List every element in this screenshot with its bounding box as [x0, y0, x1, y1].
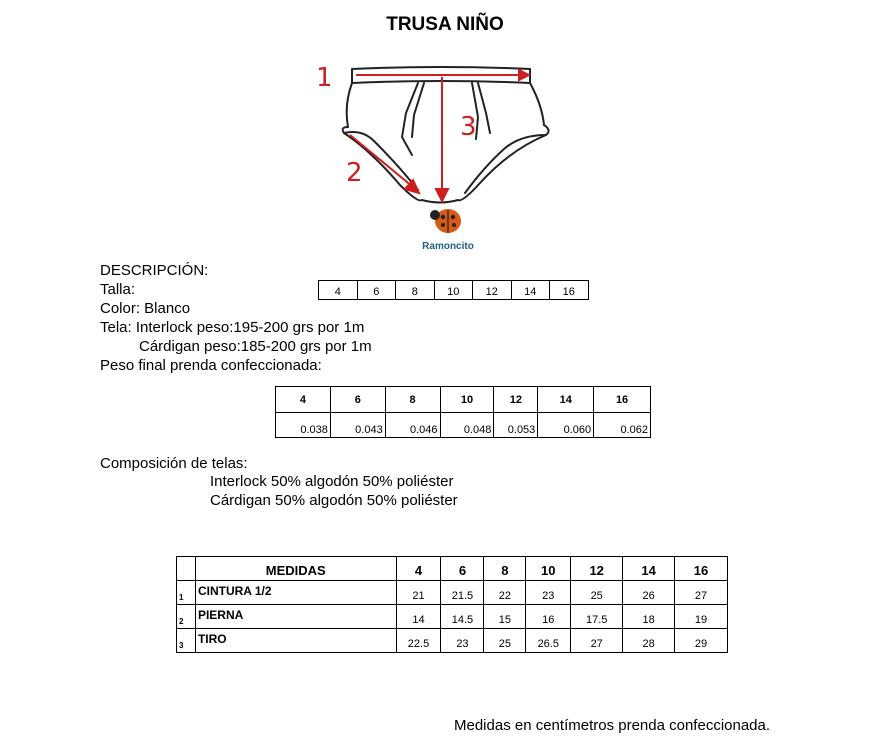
- measures-size-header: 12: [571, 557, 623, 581]
- measure-value: 14: [396, 605, 441, 629]
- measurement-lines: [350, 70, 529, 201]
- weight-size-header: 14: [538, 387, 594, 413]
- measure-value: 27: [675, 581, 728, 605]
- header-num-cell: [177, 557, 196, 581]
- measure-value: 23: [526, 581, 571, 605]
- rise-arrow: [436, 189, 448, 201]
- measures-size-header: 10: [526, 557, 571, 581]
- measure-value: 27: [571, 629, 623, 653]
- footer-note: Medidas en centímetros prenda confeccionada.: [454, 717, 771, 734]
- measure-value: 28: [623, 629, 675, 653]
- measure-value: 18: [623, 605, 675, 629]
- weight-size-header: 8: [385, 387, 440, 413]
- table-row: [177, 581, 728, 605]
- weight-value: 0.048: [440, 413, 494, 438]
- size-table: [318, 280, 589, 300]
- weight-table: [275, 386, 651, 438]
- size-cell: 6: [357, 281, 396, 300]
- row-number: 1: [177, 581, 196, 605]
- measures-size-header: 6: [441, 557, 484, 581]
- size-cell: 4: [319, 281, 358, 300]
- weight-size-header: 6: [330, 387, 385, 413]
- brand-name: Ramoncito: [422, 241, 474, 252]
- measures-table: [176, 556, 728, 653]
- table-row: [177, 629, 728, 653]
- cardigan-line: Cárdigan peso:185-200 grs por 1m: [139, 338, 372, 355]
- size-cell: 12: [473, 281, 512, 300]
- measure-label-2: 2: [346, 158, 363, 188]
- composition-interlock: Interlock 50% algodón 50% poliéster: [210, 473, 454, 490]
- composition-heading: Composición de telas:: [100, 455, 248, 472]
- measure-value: 23: [441, 629, 484, 653]
- measure-value: 25: [484, 629, 526, 653]
- row-label: TIRO: [195, 629, 396, 653]
- weight-size-header: 16: [594, 387, 651, 413]
- size-cell: 8: [396, 281, 435, 300]
- measures-header: MEDIDAS: [195, 557, 396, 581]
- size-cell: 14: [511, 281, 550, 300]
- peso-final-line: Peso final prenda confeccionada:: [100, 357, 322, 374]
- size-cell: 10: [434, 281, 473, 300]
- tela-line: Tela: Interlock peso:195-200 grs por 1m: [100, 319, 365, 336]
- measure-value: 15: [484, 605, 526, 629]
- weight-value: 0.060: [538, 413, 594, 438]
- measure-value: 25: [571, 581, 623, 605]
- weight-value: 0.062: [594, 413, 651, 438]
- row-number: 2: [177, 605, 196, 629]
- description-heading: DESCRIPCIÓN:: [100, 262, 209, 279]
- weight-value: 0.043: [330, 413, 385, 438]
- row-number: 3: [177, 629, 196, 653]
- measure-value: 26: [623, 581, 675, 605]
- measures-size-header: 14: [623, 557, 675, 581]
- weight-value: 0.046: [385, 413, 440, 438]
- composition-cardigan: Cárdigan 50% algodón 50% poliéster: [210, 492, 458, 509]
- measures-header-row: [177, 557, 728, 581]
- measure-value: 22: [484, 581, 526, 605]
- page-title: TRUSA NIÑO: [386, 14, 504, 35]
- waist-arrow: [519, 70, 529, 80]
- color-line: Color: Blanco: [100, 300, 191, 317]
- measure-label-3: 3: [460, 112, 477, 142]
- measure-value: 22.5: [396, 629, 441, 653]
- measure-value: 19: [675, 605, 728, 629]
- measure-label-1: 1: [316, 63, 333, 93]
- row-label: CINTURA 1/2: [195, 581, 396, 605]
- measure-value: 29: [675, 629, 728, 653]
- ladybug-logo-icon: [430, 209, 461, 233]
- measure-value: 14.5: [441, 605, 484, 629]
- measure-value: 17.5: [571, 605, 623, 629]
- measure-value: 21.5: [441, 581, 484, 605]
- weight-value: 0.038: [276, 413, 331, 438]
- weight-value: 0.053: [494, 413, 538, 438]
- measures-size-header: 8: [484, 557, 526, 581]
- measure-value: 26.5: [526, 629, 571, 653]
- briefs-diagram: [300, 55, 570, 260]
- talla-label: Talla:: [100, 281, 136, 298]
- measures-size-header: 4: [396, 557, 441, 581]
- briefs-outline: [343, 67, 549, 203]
- size-cell: 16: [550, 281, 589, 300]
- weight-size-header: 12: [494, 387, 538, 413]
- table-row: [177, 605, 728, 629]
- measure-value: 21: [396, 581, 441, 605]
- row-label: PIERNA: [195, 605, 396, 629]
- weight-size-header: 4: [276, 387, 331, 413]
- weight-size-header: 10: [440, 387, 494, 413]
- measures-size-header: 16: [675, 557, 728, 581]
- measure-value: 16: [526, 605, 571, 629]
